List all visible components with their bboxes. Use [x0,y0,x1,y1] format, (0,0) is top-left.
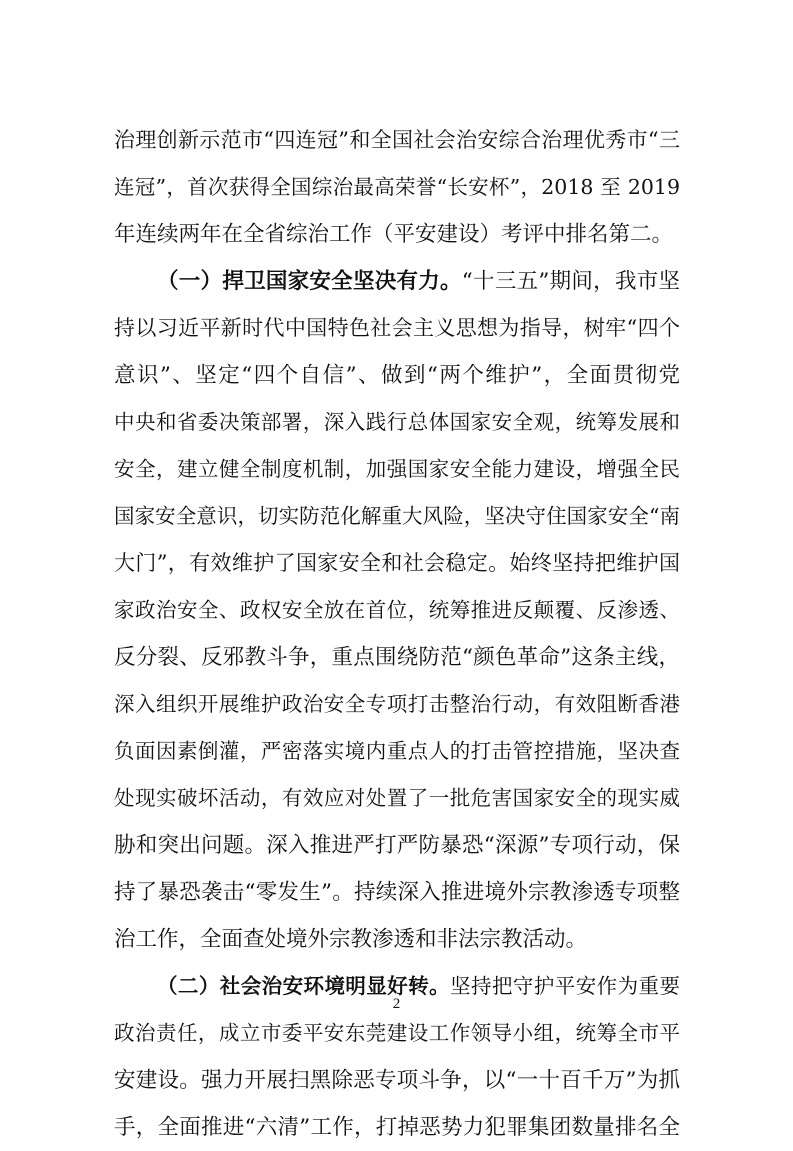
section-heading-2: （二）社会治安环境明显好转。 [157,974,451,998]
paragraph-2-line-10: 深入组织开展维护政治安全专项打击整治行动，有效阻断香港 [114,692,680,716]
paragraph-3-line-3: 安建设。强力开展扫黑除恶专项斗争，以“一十百千万”为抓 [114,1068,680,1093]
paragraph-3-line-4: 手，全面推进“六清”工作，打掉恶势力犯罪集团数量排名全 [114,1115,680,1140]
paragraph-2-line-1 [114,258,680,305]
paragraph-2-text-start: “十三五”期间，我市坚 [461,269,680,294]
paragraph-2-line-13: 胁和突出问题。深入推进严打严防暴恐“深源”专项行动，保 [114,833,680,858]
paragraph-2-line-9: 反分裂、反邪教斗争，重点围绕防范“颜色革命”这条主线， [114,645,680,670]
paragraph-2-line-6: 国家安全意识，切实防范化解重大风险，坚决守住国家安全“南 [114,504,680,528]
paragraph-3-text-start: 坚持把守护平安作为重要 [450,974,680,998]
paragraph-2-line-11: 负面因素倒灌，严密落实境内重点人的打击管控措施，坚决查 [114,739,680,763]
section-heading-1: （一）捍卫国家安全坚决有力。 [157,269,462,294]
paragraph-2-line-3: 意识”、坚定“四个自信”、做到“两个维护”，全面贯彻党 [114,363,680,388]
paragraph-3-line-2: 政治责任，成立市委平安东莞建设工作领导小组，统筹全市平 [114,1021,680,1045]
paragraph-2-line-5: 安全，建立健全制度机制，加强国家安全能力建设，增强全民 [114,457,680,481]
paragraph-2-line-2: 持以习近平新时代中国特色社会主义思想为指导，树牢“四个 [114,316,680,340]
paragraph-2-line-14: 持了暴恐袭击“零发生”。持续深入推进境外宗教渗透专项整 [114,880,680,905]
paragraph-1-line-2: 连冠”，首次获得全国综治最高荣誉“长安杯”，2018 至 2019 [114,175,680,199]
paragraph-1-line-3: 年连续两年在全省综治工作（平安建设）考评中排名第二。 [114,222,674,247]
paragraph-2-line-7: 大门”，有效维护了国家安全和社会稳定。始终坚持把维护国 [114,551,680,575]
paragraph-2-line-4: 中央和省委决策部署，深入践行总体国家安全观，统筹发展和 [114,410,680,434]
paragraph-1-line-1: 治理创新示范市“四连冠”和全国社会治安综合治理优秀市“三 [114,128,680,152]
paragraph-2-line-12: 处现实破坏活动，有效应对处置了一批危害国家安全的现实威 [114,786,680,810]
page-number: 2 [392,996,401,1012]
paragraph-2-line-8: 家政治安全、政权安全放在首位，统筹推进反颠覆、反渗透、 [114,598,680,622]
paragraph-2-line-15: 治工作，全面查处境外宗教渗透和非法宗教活动。 [114,927,588,952]
